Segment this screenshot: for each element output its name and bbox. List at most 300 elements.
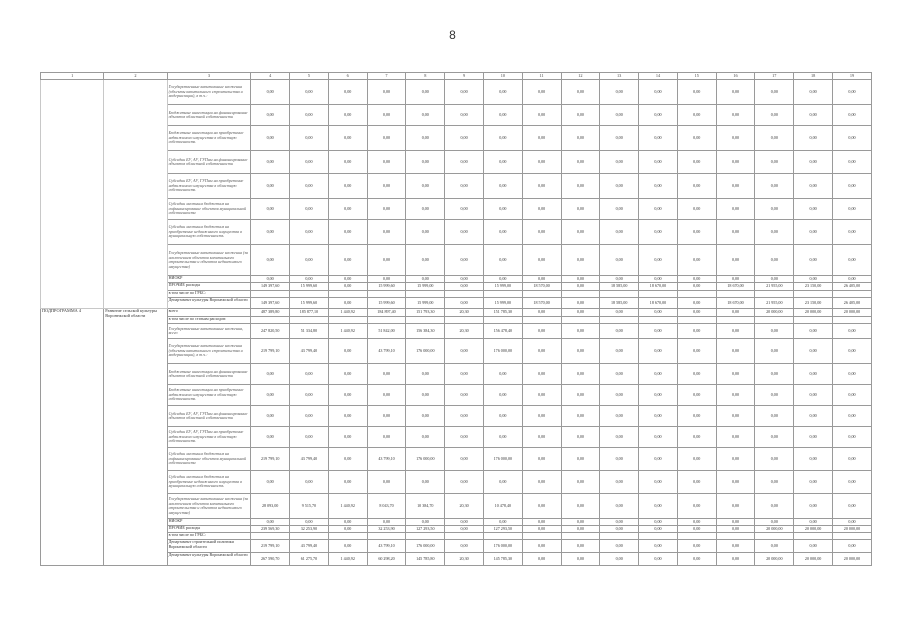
value-cell: 156 384,30 <box>406 324 445 339</box>
value-cell: 0,00 <box>406 199 445 220</box>
value-cell: 239 569,30 <box>251 526 290 533</box>
value-cell: 0,00 <box>290 245 329 276</box>
value-cell: 0,00 <box>522 385 561 406</box>
value-cell: 0,00 <box>445 220 484 245</box>
value-cell: 0,00 <box>445 126 484 151</box>
value-cell: 0,00 <box>832 126 871 151</box>
value-cell: 0,00 <box>522 494 561 519</box>
value-cell: 0,00 <box>367 519 406 526</box>
value-cell: 0,00 <box>677 80 716 105</box>
column-number: 13 <box>600 73 639 80</box>
value-cell: 0,00 <box>561 553 600 566</box>
value-cell: 23 150,00 <box>794 283 833 291</box>
value-cell: 0,00 <box>367 220 406 245</box>
value-cell: 15 999,60 <box>290 298 329 309</box>
value-cell: 0,00 <box>328 519 367 526</box>
value-cell: 0,00 <box>522 105 561 126</box>
value-cell: 0,00 <box>328 385 367 406</box>
row-label: Государственные капитальные вложения (за исключением объектов капитального строительства и объектов недвижимого имущества) <box>167 245 251 276</box>
value-cell: 0,00 <box>328 406 367 427</box>
value-cell: 9 515,70 <box>290 494 329 519</box>
value-cell: 0,00 <box>483 126 522 151</box>
value-cell: 0,00 <box>832 471 871 494</box>
column-number: 8 <box>406 73 445 80</box>
header-row <box>41 73 872 80</box>
value-cell: 23 150,00 <box>794 298 833 309</box>
value-cell: 18 570,00 <box>522 283 561 291</box>
column-number: 17 <box>755 73 794 80</box>
value-cell: 184 897,40 <box>367 309 406 317</box>
value-cell: 0,00 <box>716 199 755 220</box>
value-cell: 0,00 <box>367 364 406 385</box>
value-cell: 0,00 <box>328 283 367 291</box>
value-cell: 0,00 <box>328 526 367 533</box>
value-cell: 0,00 <box>367 126 406 151</box>
value-cell: 0,00 <box>832 406 871 427</box>
value-cell: 0,00 <box>251 105 290 126</box>
value-cell: 0,00 <box>639 553 678 566</box>
value-cell: 0,00 <box>483 406 522 427</box>
row-label: НИОКР <box>167 519 251 526</box>
value-cell: 0,00 <box>832 324 871 339</box>
value-cell: 0,00 <box>367 80 406 105</box>
value-cell: 0,00 <box>251 220 290 245</box>
value-cell: 0,00 <box>755 174 794 199</box>
value-cell: 18 670,00 <box>639 298 678 309</box>
value-cell: 0,00 <box>716 80 755 105</box>
value-cell: 0,00 <box>406 126 445 151</box>
value-cell: 0,00 <box>483 220 522 245</box>
value-cell: 15 999,60 <box>367 283 406 291</box>
value-cell: 20,30 <box>445 494 484 519</box>
value-cell: 176 000,00 <box>406 339 445 364</box>
value-cell: 0,00 <box>677 385 716 406</box>
value-cell: 0,00 <box>600 105 639 126</box>
row-label: ПРОЧИЕ расходы <box>167 283 251 291</box>
value-cell: 0,00 <box>639 151 678 174</box>
value-cell: 0,00 <box>600 276 639 283</box>
value-cell <box>639 533 678 540</box>
value-cell: 32 253,90 <box>290 526 329 533</box>
value-cell: 0,00 <box>406 519 445 526</box>
value-cell: 0,00 <box>406 471 445 494</box>
value-cell: 0,00 <box>522 151 561 174</box>
row-label: Субсидии БУ, АУ, ГУПам на финансирование объектов областной собственности <box>167 151 251 174</box>
value-cell: 0,00 <box>600 220 639 245</box>
value-cell <box>251 291 290 298</box>
value-cell: 151 785,30 <box>483 309 522 317</box>
value-cell: 0,00 <box>483 276 522 283</box>
value-cell: 20 000,00 <box>794 309 833 317</box>
column-number: 19 <box>832 73 871 80</box>
value-cell: 0,00 <box>367 471 406 494</box>
value-cell <box>367 317 406 324</box>
value-cell: 0,00 <box>483 519 522 526</box>
value-cell: 0,00 <box>561 151 600 174</box>
value-cell <box>794 317 833 324</box>
value-cell: 0,00 <box>367 385 406 406</box>
value-cell: 0,00 <box>445 540 484 553</box>
value-cell <box>445 317 484 324</box>
value-cell: 0,00 <box>561 199 600 220</box>
value-cell: 0,00 <box>755 471 794 494</box>
value-cell: 18 585,00 <box>600 283 639 291</box>
value-cell: 0,00 <box>561 526 600 533</box>
value-cell: 0,00 <box>716 406 755 427</box>
row-label: Бюджетные инвестиции на финансирование объектов областной собственности <box>167 105 251 126</box>
value-cell: 0,00 <box>600 126 639 151</box>
value-cell: 176 000,00 <box>406 448 445 471</box>
value-cell <box>367 291 406 298</box>
row-label: Субсидии местным бюджетам на софинансирование объектов муниципальной собственности <box>167 448 251 471</box>
column-number: 4 <box>251 73 290 80</box>
value-cell: 0,00 <box>522 364 561 385</box>
value-cell: 21 955,00 <box>755 283 794 291</box>
value-cell: 0,00 <box>677 494 716 519</box>
value-cell <box>561 317 600 324</box>
value-cell: 0,00 <box>445 385 484 406</box>
value-cell: 0,00 <box>290 126 329 151</box>
value-cell <box>600 533 639 540</box>
value-cell: 149 397,60 <box>251 298 290 309</box>
value-cell: 0,00 <box>445 80 484 105</box>
value-cell: 0,00 <box>600 324 639 339</box>
value-cell: 0,00 <box>639 448 678 471</box>
value-cell: 20 000,00 <box>832 526 871 533</box>
value-cell: 0,00 <box>561 519 600 526</box>
value-cell: 0,00 <box>561 427 600 448</box>
value-cell: 0,00 <box>794 385 833 406</box>
row-label: Субсидии местным бюджетам на приобретение недвижимого имущества в муниципальную собственность <box>167 220 251 245</box>
table-body <box>41 73 872 566</box>
column-number: 15 <box>677 73 716 80</box>
value-cell: 0,00 <box>561 80 600 105</box>
value-cell: 15 999,00 <box>406 283 445 291</box>
value-cell: 0,00 <box>600 364 639 385</box>
value-cell: 0,00 <box>290 220 329 245</box>
row-label: Государственные капитальные вложения (объекты капитального строительства и модернизации), в т.ч.: <box>167 80 251 105</box>
value-cell: 0,00 <box>794 105 833 126</box>
value-cell: 0,00 <box>794 324 833 339</box>
value-cell: 0,00 <box>328 105 367 126</box>
value-cell: 219 799,10 <box>251 540 290 553</box>
value-cell: 0,00 <box>406 245 445 276</box>
value-cell: 0,00 <box>445 427 484 448</box>
value-cell: 0,00 <box>600 519 639 526</box>
value-cell <box>600 291 639 298</box>
value-cell: 0,00 <box>639 339 678 364</box>
value-cell <box>290 533 329 540</box>
value-cell: 10 478,40 <box>483 494 522 519</box>
value-cell: 1 440,92 <box>328 494 367 519</box>
value-cell: 0,00 <box>832 174 871 199</box>
value-cell: 43 799,40 <box>290 540 329 553</box>
value-cell: 0,00 <box>522 276 561 283</box>
value-cell: 0,00 <box>328 174 367 199</box>
value-cell: 0,00 <box>522 80 561 105</box>
row-label: всего <box>167 309 251 317</box>
row-label: Департамент культуры Воронежской области <box>167 553 251 566</box>
value-cell: 0,00 <box>522 309 561 317</box>
value-cell: 0,00 <box>755 494 794 519</box>
value-cell <box>677 317 716 324</box>
value-cell: 0,00 <box>832 540 871 553</box>
column-number: 10 <box>483 73 522 80</box>
value-cell <box>406 533 445 540</box>
value-cell: 0,00 <box>755 276 794 283</box>
value-cell: 0,00 <box>755 364 794 385</box>
value-cell: 20 000,00 <box>794 553 833 566</box>
value-cell: 0,00 <box>755 385 794 406</box>
value-cell: 0,00 <box>600 151 639 174</box>
value-cell: 0,00 <box>561 540 600 553</box>
subprogram-name: Развитие сельской культуры Воронежской области <box>104 309 167 566</box>
value-cell: 127 293,50 <box>406 526 445 533</box>
value-cell: 0,00 <box>406 276 445 283</box>
value-cell: 0,00 <box>367 276 406 283</box>
value-cell: 0,00 <box>406 151 445 174</box>
value-cell: 0,00 <box>445 298 484 309</box>
value-cell: 0,00 <box>832 427 871 448</box>
value-cell <box>561 533 600 540</box>
value-cell <box>483 533 522 540</box>
value-cell: 0,00 <box>367 245 406 276</box>
value-cell: 0,00 <box>561 471 600 494</box>
value-cell: 0,00 <box>832 151 871 174</box>
column-number: 18 <box>794 73 833 80</box>
column-number: 5 <box>290 73 329 80</box>
row-label: Субсидии местным бюджетам на приобретение недвижимого имущества в муниципальную собственность <box>167 471 251 494</box>
value-cell: 0,00 <box>677 519 716 526</box>
value-cell: 0,00 <box>483 80 522 105</box>
value-cell: 0,00 <box>367 174 406 199</box>
value-cell <box>639 317 678 324</box>
value-cell: 0,00 <box>677 105 716 126</box>
value-cell: 15 999,00 <box>406 298 445 309</box>
value-cell <box>290 317 329 324</box>
value-cell: 0,00 <box>522 220 561 245</box>
value-cell: 0,00 <box>290 427 329 448</box>
value-cell: 0,00 <box>794 448 833 471</box>
value-cell: 0,00 <box>639 471 678 494</box>
value-cell: 43 799,40 <box>290 339 329 364</box>
value-cell: 0,00 <box>832 364 871 385</box>
value-cell <box>794 291 833 298</box>
value-cell: 0,00 <box>755 126 794 151</box>
value-cell <box>561 291 600 298</box>
value-cell: 176 000,00 <box>483 339 522 364</box>
row-label: Департамент строительной политики Воронежской области <box>167 540 251 553</box>
value-cell: 0,00 <box>367 199 406 220</box>
value-cell <box>832 533 871 540</box>
column-number: 12 <box>561 73 600 80</box>
value-cell: 0,00 <box>716 245 755 276</box>
value-cell: 0,00 <box>716 151 755 174</box>
value-cell: 21 955,00 <box>755 298 794 309</box>
value-cell: 0,00 <box>639 364 678 385</box>
value-cell: 0,00 <box>445 406 484 427</box>
value-cell: 176 000,00 <box>483 448 522 471</box>
value-cell: 0,00 <box>522 245 561 276</box>
value-cell: 0,00 <box>483 199 522 220</box>
row-label: Субсидии БУ, АУ, ГУПам на финансирование объектов областной собственности <box>167 406 251 427</box>
value-cell: 0,00 <box>600 427 639 448</box>
value-cell <box>716 317 755 324</box>
value-cell: 0,00 <box>716 540 755 553</box>
value-cell: 0,00 <box>755 339 794 364</box>
value-cell: 0,00 <box>716 126 755 151</box>
value-cell: 0,00 <box>755 406 794 427</box>
value-cell: 0,00 <box>716 427 755 448</box>
value-cell: 0,00 <box>483 385 522 406</box>
value-cell: 0,00 <box>522 553 561 566</box>
value-cell: 0,00 <box>406 406 445 427</box>
value-cell: 10 384,70 <box>406 494 445 519</box>
value-cell: 0,00 <box>755 105 794 126</box>
row-label: Субсидии местным бюджетам на софинансирование объектов муниципальной собственности <box>167 199 251 220</box>
value-cell: 26 405,00 <box>832 298 871 309</box>
value-cell: 0,00 <box>794 519 833 526</box>
value-cell: 43 799,10 <box>367 448 406 471</box>
value-cell: 0,00 <box>328 245 367 276</box>
value-cell: 145 785,30 <box>483 553 522 566</box>
value-cell <box>522 533 561 540</box>
value-cell <box>639 291 678 298</box>
value-cell: 247 820,50 <box>251 324 290 339</box>
value-cell: 0,00 <box>328 298 367 309</box>
value-cell: 1 440,92 <box>328 324 367 339</box>
value-cell: 149 397,60 <box>251 283 290 291</box>
value-cell: 0,00 <box>367 427 406 448</box>
value-cell: 0,00 <box>755 427 794 448</box>
value-cell: 0,00 <box>251 276 290 283</box>
row-label: в том числе по ГРБС: <box>167 533 251 540</box>
value-cell <box>445 291 484 298</box>
page-number: 8 <box>449 28 456 42</box>
value-cell: 145 785,80 <box>406 553 445 566</box>
column-number: 3 <box>167 73 251 80</box>
value-cell: 176 000,00 <box>406 540 445 553</box>
value-cell: 0,00 <box>716 553 755 566</box>
value-cell: 219 799,10 <box>251 448 290 471</box>
value-cell: 0,00 <box>639 80 678 105</box>
value-cell: 0,00 <box>251 364 290 385</box>
value-cell: 0,00 <box>522 339 561 364</box>
value-cell: 0,00 <box>600 553 639 566</box>
value-cell: 0,00 <box>794 339 833 364</box>
value-cell: 0,00 <box>561 406 600 427</box>
value-cell: 0,00 <box>677 339 716 364</box>
value-cell: 0,00 <box>445 199 484 220</box>
value-cell: 0,00 <box>600 309 639 317</box>
value-cell: 0,00 <box>832 339 871 364</box>
value-cell: 151 793,30 <box>406 309 445 317</box>
value-cell: 15 999,60 <box>367 298 406 309</box>
value-cell: 0,00 <box>716 174 755 199</box>
value-cell: 0,00 <box>600 385 639 406</box>
value-cell: 176 000,00 <box>483 540 522 553</box>
value-cell: 0,00 <box>716 276 755 283</box>
value-cell: 0,00 <box>600 471 639 494</box>
value-cell: 0,00 <box>600 199 639 220</box>
value-cell: 0,00 <box>832 245 871 276</box>
value-cell: 0,00 <box>290 174 329 199</box>
value-cell: 0,00 <box>677 309 716 317</box>
value-cell: 20 000,00 <box>755 309 794 317</box>
value-cell: 0,00 <box>367 105 406 126</box>
value-cell: 0,00 <box>328 339 367 364</box>
row-label: Государственные капитальные вложения, всего <box>167 324 251 339</box>
value-cell: 18 670,00 <box>716 298 755 309</box>
value-cell: 0,00 <box>677 151 716 174</box>
value-cell: 20 000,00 <box>794 526 833 533</box>
value-cell: 0,00 <box>290 80 329 105</box>
column-number: 1 <box>41 73 104 80</box>
value-cell: 0,00 <box>522 174 561 199</box>
value-cell: 0,00 <box>328 80 367 105</box>
value-cell: 0,00 <box>755 199 794 220</box>
value-cell: 0,00 <box>406 80 445 105</box>
value-cell: 0,00 <box>716 494 755 519</box>
value-cell: 0,00 <box>406 364 445 385</box>
value-cell: 0,00 <box>677 553 716 566</box>
value-cell: 0,00 <box>561 385 600 406</box>
value-cell: 0,00 <box>677 324 716 339</box>
value-cell: 0,00 <box>445 364 484 385</box>
value-cell <box>755 533 794 540</box>
value-cell: 0,00 <box>406 220 445 245</box>
value-cell: 0,00 <box>716 339 755 364</box>
value-cell: 0,00 <box>290 364 329 385</box>
value-cell <box>677 291 716 298</box>
value-cell: 0,00 <box>251 199 290 220</box>
value-cell <box>328 291 367 298</box>
value-cell: 0,00 <box>561 174 600 199</box>
value-cell: 20,30 <box>445 553 484 566</box>
value-cell: 26 405,00 <box>832 283 871 291</box>
value-cell: 0,00 <box>251 174 290 199</box>
empty-cell <box>104 80 167 309</box>
value-cell: 0,00 <box>600 406 639 427</box>
value-cell <box>367 533 406 540</box>
value-cell: 0,00 <box>445 151 484 174</box>
row-label: Бюджетные инвестиции на приобретение недвижимого имущества в областную собственность <box>167 385 251 406</box>
value-cell: 0,00 <box>755 151 794 174</box>
value-cell <box>716 291 755 298</box>
value-cell: 0,00 <box>716 519 755 526</box>
value-cell: 0,00 <box>677 448 716 471</box>
column-number: 16 <box>716 73 755 80</box>
table-row <box>41 80 872 105</box>
row-label: НИОКР <box>167 276 251 283</box>
value-cell: 0,00 <box>445 471 484 494</box>
value-cell: 0,00 <box>561 309 600 317</box>
value-cell: 0,00 <box>794 406 833 427</box>
value-cell: 0,00 <box>716 220 755 245</box>
value-cell: 0,00 <box>251 151 290 174</box>
value-cell: 20 000,00 <box>832 309 871 317</box>
value-cell: 15 999,60 <box>290 283 329 291</box>
value-cell: 0,00 <box>677 199 716 220</box>
value-cell: 0,00 <box>677 276 716 283</box>
value-cell: 0,00 <box>677 174 716 199</box>
value-cell: 156 478,40 <box>483 324 522 339</box>
value-cell: 0,00 <box>522 406 561 427</box>
value-cell: 0,00 <box>445 276 484 283</box>
value-cell: 0,00 <box>677 283 716 291</box>
value-cell: 0,00 <box>639 324 678 339</box>
value-cell: 0,00 <box>290 105 329 126</box>
